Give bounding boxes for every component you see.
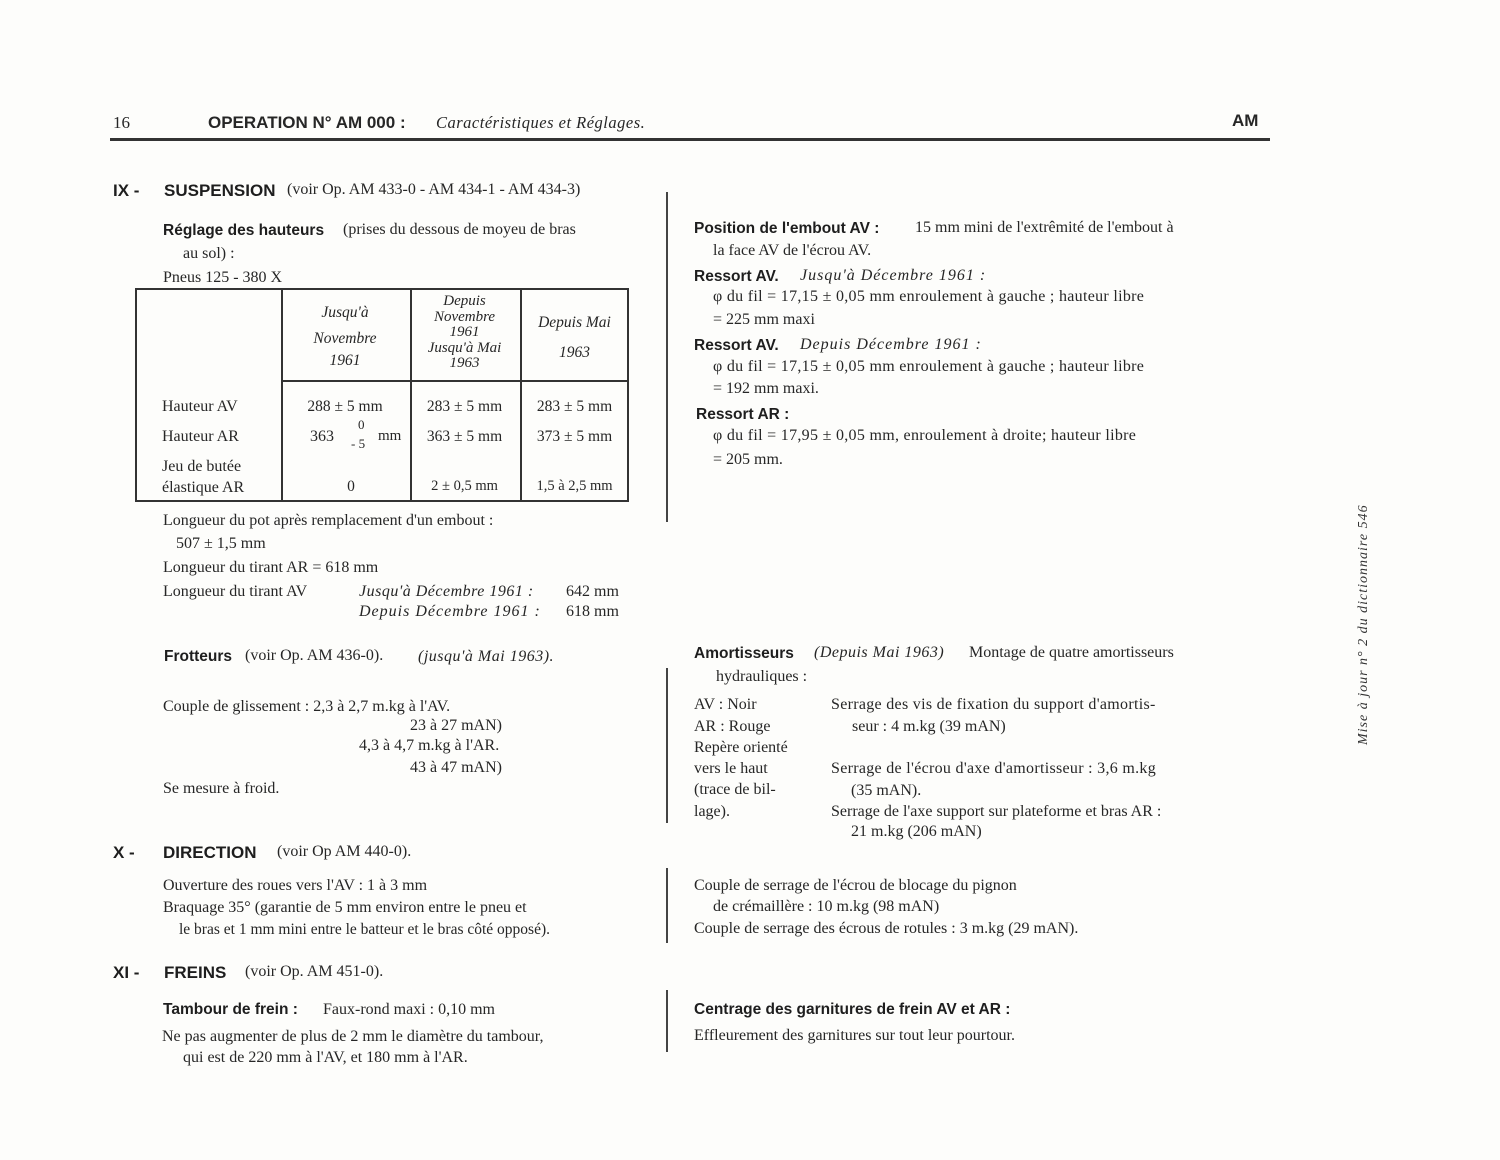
column-rule-4 (666, 990, 668, 1052)
tambour-label: Tambour de frein : (163, 1001, 298, 1018)
ressort-ar-line-2: = 205 mm. (713, 451, 783, 468)
amort-serrage-6: 21 m.kg (206 mAN) (851, 823, 982, 840)
embout-text-1: 15 mm mini de l'extrêmité de l'embout à (915, 219, 1174, 236)
col2-line: Jusqu'à Mai (427, 339, 502, 356)
col1-line: Jusqu'à (321, 304, 369, 321)
section-title-suspension: SUSPENSION (164, 181, 276, 200)
couple-glissement-2: 23 à 27 mAN) (410, 717, 502, 734)
section-code: AM (1232, 111, 1259, 130)
centrage-text: Effleurement des garnitures sur tout leur pourtour. (694, 1027, 1015, 1044)
amort-serrage-5: Serrage de l'axe support sur plateforme et bras AR : (831, 803, 1162, 820)
col2-line: Novembre (433, 308, 496, 325)
pneus-label: Pneus 125 - 380 X (163, 269, 283, 286)
amortisseurs-text-2: hydrauliques : (716, 668, 808, 685)
cell-hauteur-ar-1-tol-top: 0 (358, 417, 365, 432)
cell-jeu-butee-2: 2 ± 0,5 mm (431, 478, 498, 494)
row-label-jeu-butee-1: Jeu de butée (162, 458, 242, 475)
ressort-ar-line-1: φ du fil = 17,95 ± 0,05 mm, enroulement à droite; hauteur libre (713, 427, 1137, 444)
cell-jeu-butee-1: 0 (347, 478, 355, 495)
ressort-av-2-line-1: φ du fil = 17,15 ± 0,05 mm enroulement à gauche ; hauteur libre (713, 358, 1145, 375)
table-header-rule (281, 380, 629, 382)
tambour-text: Faux-rond maxi : 0,10 mm (323, 1001, 495, 1018)
direction-right-3: Couple de serrage des écrous de rotules : 3 m.kg (29 mAN). (694, 920, 1079, 937)
cell-hauteur-ar-1-tol-bottom: - 5 (351, 436, 366, 451)
ressort-av-2-line-2: = 192 mm maxi. (713, 380, 819, 397)
pot-length-2: 507 ± 1,5 mm (176, 535, 266, 552)
freins-line-2: qui est de 220 mm à l'AV, et 180 mm à l'AR. (183, 1049, 468, 1066)
frotteurs-label: Frotteurs (164, 648, 233, 665)
col2-line: Depuis (443, 293, 486, 309)
amort-ar-color: AR : Rouge (694, 718, 771, 735)
cell-hauteur-ar-3: 373 ± 5 mm (536, 428, 613, 445)
row-label-hauteur-ar: Hauteur AR (162, 428, 239, 445)
page-number: 16 (113, 113, 130, 132)
tirant-av-label: Longueur du tirant AV (163, 583, 308, 600)
column-rule-2 (666, 668, 668, 823)
amortisseurs-text-1: Montage de quatre amortisseurs (969, 644, 1174, 661)
table-col-header-2 (410, 294, 519, 372)
direction-line-3: le bras et 1 mm mini entre le batteur et le bras côté opposé). (179, 921, 551, 938)
cell-hauteur-av-2: 283 ± 5 mm (426, 398, 503, 415)
col1-line: Novembre (313, 330, 377, 347)
section-number-x: X - (113, 843, 135, 862)
col2-line: 1961 (449, 324, 480, 340)
cell-hauteur-av-3: 283 ± 5 mm (536, 398, 613, 415)
section-number-xi: XI - (113, 963, 140, 982)
amort-serrage-4: (35 mAN). (851, 782, 922, 799)
direction-line-1: Ouverture des roues vers l'AV : 1 à 3 mm (163, 877, 428, 894)
row-label-jeu-butee-2: élastique AR (162, 479, 245, 496)
mesure-froid: Se mesure à froid. (163, 780, 280, 797)
amort-serrage-3: Serrage de l'écrou d'axe d'amortisseur : 3,6 m.kg (831, 760, 1157, 777)
direction-reference: (voir Op AM 440-0). (277, 843, 412, 860)
frotteurs-period: (jusqu'à Mai 1963). (418, 648, 555, 665)
ressort-av-1-label: Ressort AV. (694, 268, 779, 285)
freins-reference: (voir Op. AM 451-0). (245, 963, 384, 980)
col3-line: Depuis Mai (538, 314, 611, 331)
reglage-label: Réglage des hauteurs (163, 222, 325, 239)
pot-length-1: Longueur du pot après remplacement d'un embout : (163, 512, 494, 529)
table-col-header-1 (281, 302, 409, 372)
reglage-text-1: (prises du dessous de moyeu de bras (343, 221, 576, 238)
amort-repere-1: Repère orienté (694, 739, 788, 756)
direction-right-2: de crémaillère : 10 m.kg (98 mAN) (713, 898, 940, 915)
cell-jeu-butee-3: 1,5 à 2,5 mm (536, 478, 613, 494)
couple-glissement-3: 4,3 à 4,7 m.kg à l'AR. (359, 737, 500, 754)
operation-title: OPERATION N° AM 000 : (208, 113, 406, 132)
cell-hauteur-ar-1-value: 363 (310, 428, 334, 445)
amort-repere-4: lage). (694, 803, 730, 820)
tirant-av-value-1: 642 mm (566, 583, 619, 600)
reglage-text-2: au sol) : (183, 245, 235, 262)
couple-glissement-1: Couple de glissement : 2,3 à 2,7 m.kg à l'AV. (163, 698, 451, 715)
ressort-ar-label: Ressort AR : (696, 406, 790, 423)
amortisseurs-period: (Depuis Mai 1963) (814, 644, 945, 661)
table-col-header-3 (520, 308, 629, 368)
amort-repere-2: vers le haut (694, 760, 768, 777)
section-title-freins: FREINS (164, 963, 227, 982)
ressort-av-1-period: Jusqu'à Décembre 1961 : (800, 267, 987, 284)
embout-text-2: la face AV de l'écrou AV. (713, 242, 872, 259)
ressort-av-1-line-2: = 225 mm maxi (713, 311, 815, 328)
freins-line-1: Ne pas augmenter de plus de 2 mm le diamètre du tambour, (162, 1028, 544, 1045)
embout-label: Position de l'embout AV : (694, 220, 880, 237)
column-rule-1 (666, 192, 668, 522)
tirant-av-period-1: Jusqu'à Décembre 1961 : (359, 583, 534, 600)
col3-line: 1963 (559, 344, 590, 361)
amort-serrage-2: seur : 4 m.kg (39 mAN) (852, 718, 1006, 735)
col2-line: 1963 (449, 355, 480, 371)
direction-right-1: Couple de serrage de l'écrou de blocage du pignon (694, 877, 1017, 894)
col1-line: 1961 (329, 352, 361, 369)
cell-hauteur-ar-1-unit: mm (378, 428, 402, 444)
direction-line-2: Braquage 35° (garantie de 5 mm environ entre le pneu et (163, 899, 527, 916)
tirant-av-value-2: 618 mm (566, 603, 619, 620)
cell-hauteur-av-1: 288 ± 5 mm (307, 398, 383, 415)
tirant-ar-length: Longueur du tirant AR = 618 mm (163, 559, 379, 576)
amort-av-color: AV : Noir (694, 696, 757, 713)
frotteurs-reference: (voir Op. AM 436-0). (245, 647, 384, 664)
centrage-label: Centrage des garnitures de frein AV et AR : (694, 1001, 1011, 1018)
amort-serrage-1: Serrage des vis de fixation du support d'amortis- (831, 696, 1156, 713)
tirant-av-period-2: Depuis Décembre 1961 : (359, 603, 541, 620)
section-title-direction: DIRECTION (163, 843, 257, 862)
ressort-av-1-line-1: φ du fil = 17,15 ± 0,05 mm enroulement à gauche ; hauteur libre (713, 288, 1145, 305)
column-rule-3 (666, 868, 668, 943)
couple-glissement-4: 43 à 47 mAN) (410, 759, 502, 776)
row-label-hauteur-av: Hauteur AV (162, 398, 238, 415)
ressort-av-2-period: Depuis Décembre 1961 : (800, 336, 982, 353)
ressort-av-2-label: Ressort AV. (694, 337, 779, 354)
side-update-note: Mise à jour n° 2 du dictionnaire 546 (1356, 504, 1371, 745)
cell-hauteur-ar-2: 363 ± 5 mm (426, 428, 503, 445)
header-rule (110, 138, 1270, 141)
suspension-reference: (voir Op. AM 433-0 - AM 434-1 - AM 434-3) (287, 181, 581, 198)
section-number-ix: IX - (113, 181, 140, 200)
operation-subtitle: Caractéristiques et Réglages. (436, 113, 646, 132)
amortisseurs-label: Amortisseurs (694, 645, 794, 662)
amort-repere-3: (trace de bil- (694, 781, 776, 798)
